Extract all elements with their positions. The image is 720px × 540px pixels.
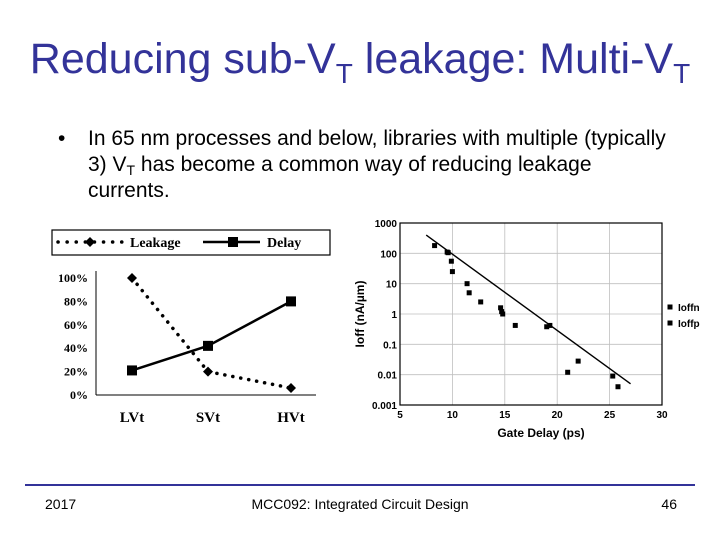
bullet-text: In 65 nm processes and below, libraries with multiple (typically 3) $V_T$ has become a common way of reducing leakage currents. [88, 127, 666, 202]
data-point-ioffn [610, 374, 615, 379]
x-tick-label: LVt [119, 410, 145, 426]
data-point-ioffn [513, 323, 518, 328]
legend-label-ioffp: Ioffp [678, 319, 700, 330]
legend-delay-label: Delay [267, 236, 302, 251]
ioff-vs-delay-chart [348, 214, 700, 444]
y-tick-label: 1000 [374, 219, 397, 230]
footer-year: 2017 [45, 496, 77, 512]
x-tick-label: 20 [551, 410, 563, 421]
bullet-icon: • [58, 127, 66, 150]
x-tick-label: 5 [397, 410, 403, 421]
x-tick-label: 10 [446, 410, 458, 421]
x-tick-label: 30 [656, 410, 668, 421]
data-point-ioffn [565, 370, 570, 375]
footer-course: MCC092: Integrated Circuit Design [251, 496, 469, 512]
data-point-delay [127, 365, 137, 375]
data-point-leakage [203, 367, 213, 377]
data-point-leakage [127, 273, 137, 283]
data-point-ioffp [615, 384, 620, 389]
y-tick-label: 100 [380, 249, 397, 261]
slide-title: Reducing sub-$V_T$ leakage: Multi-$V_T$ [29, 35, 691, 89]
y-tick-label: 40% [64, 341, 88, 356]
footer-divider [25, 484, 695, 486]
y-tick-label: 1 [391, 310, 397, 321]
legend-marker-ioffp [668, 321, 673, 326]
y-tick-label: 20% [64, 364, 88, 379]
data-point-ioffp [576, 359, 581, 364]
data-point-ioffp [446, 250, 451, 255]
x-tick-label: 15 [499, 410, 511, 421]
y-tick-label: 10 [385, 279, 397, 291]
x-tick-label: 25 [604, 410, 616, 421]
data-point-ioffn [467, 290, 472, 295]
data-point-ioffn [478, 299, 483, 304]
x-tick-label: HVt [277, 410, 305, 426]
legend-marker-ioffn [668, 305, 673, 310]
data-point-ioffp [499, 309, 504, 314]
y-tick-label: 0% [70, 388, 88, 402]
data-point-delay [286, 296, 296, 306]
legend-delay-marker [228, 237, 238, 247]
data-point-ioffn [450, 269, 455, 274]
y-tick-label: 0.001 [371, 401, 397, 412]
y-tick-label: 0.1 [383, 340, 397, 352]
data-point-delay [203, 341, 213, 351]
trend-line [426, 235, 630, 384]
y-tick-label: 60% [64, 317, 88, 332]
data-point-ioffp [547, 323, 552, 328]
x-tick-label: SVt [195, 410, 221, 426]
y-tick-label: 100% [58, 271, 88, 285]
legend-label-ioffn: Ioffn [678, 303, 700, 314]
data-point-leakage [286, 383, 296, 393]
y-axis-label: Ioff (nA/µm) [353, 280, 367, 348]
y-tick-label: 80% [64, 294, 88, 309]
footer-page-number: 46 [661, 496, 677, 512]
data-point-ioffn [432, 243, 437, 248]
y-tick-label: 0.01 [377, 370, 397, 382]
series-line-delay [132, 301, 291, 370]
data-point-ioffn [449, 259, 454, 264]
data-point-ioffn [465, 281, 470, 286]
legend-leakage-label: Leakage [130, 236, 181, 251]
vt-tradeoff-chart [48, 226, 338, 436]
x-axis-label: Gate Delay (ps) [497, 426, 585, 440]
